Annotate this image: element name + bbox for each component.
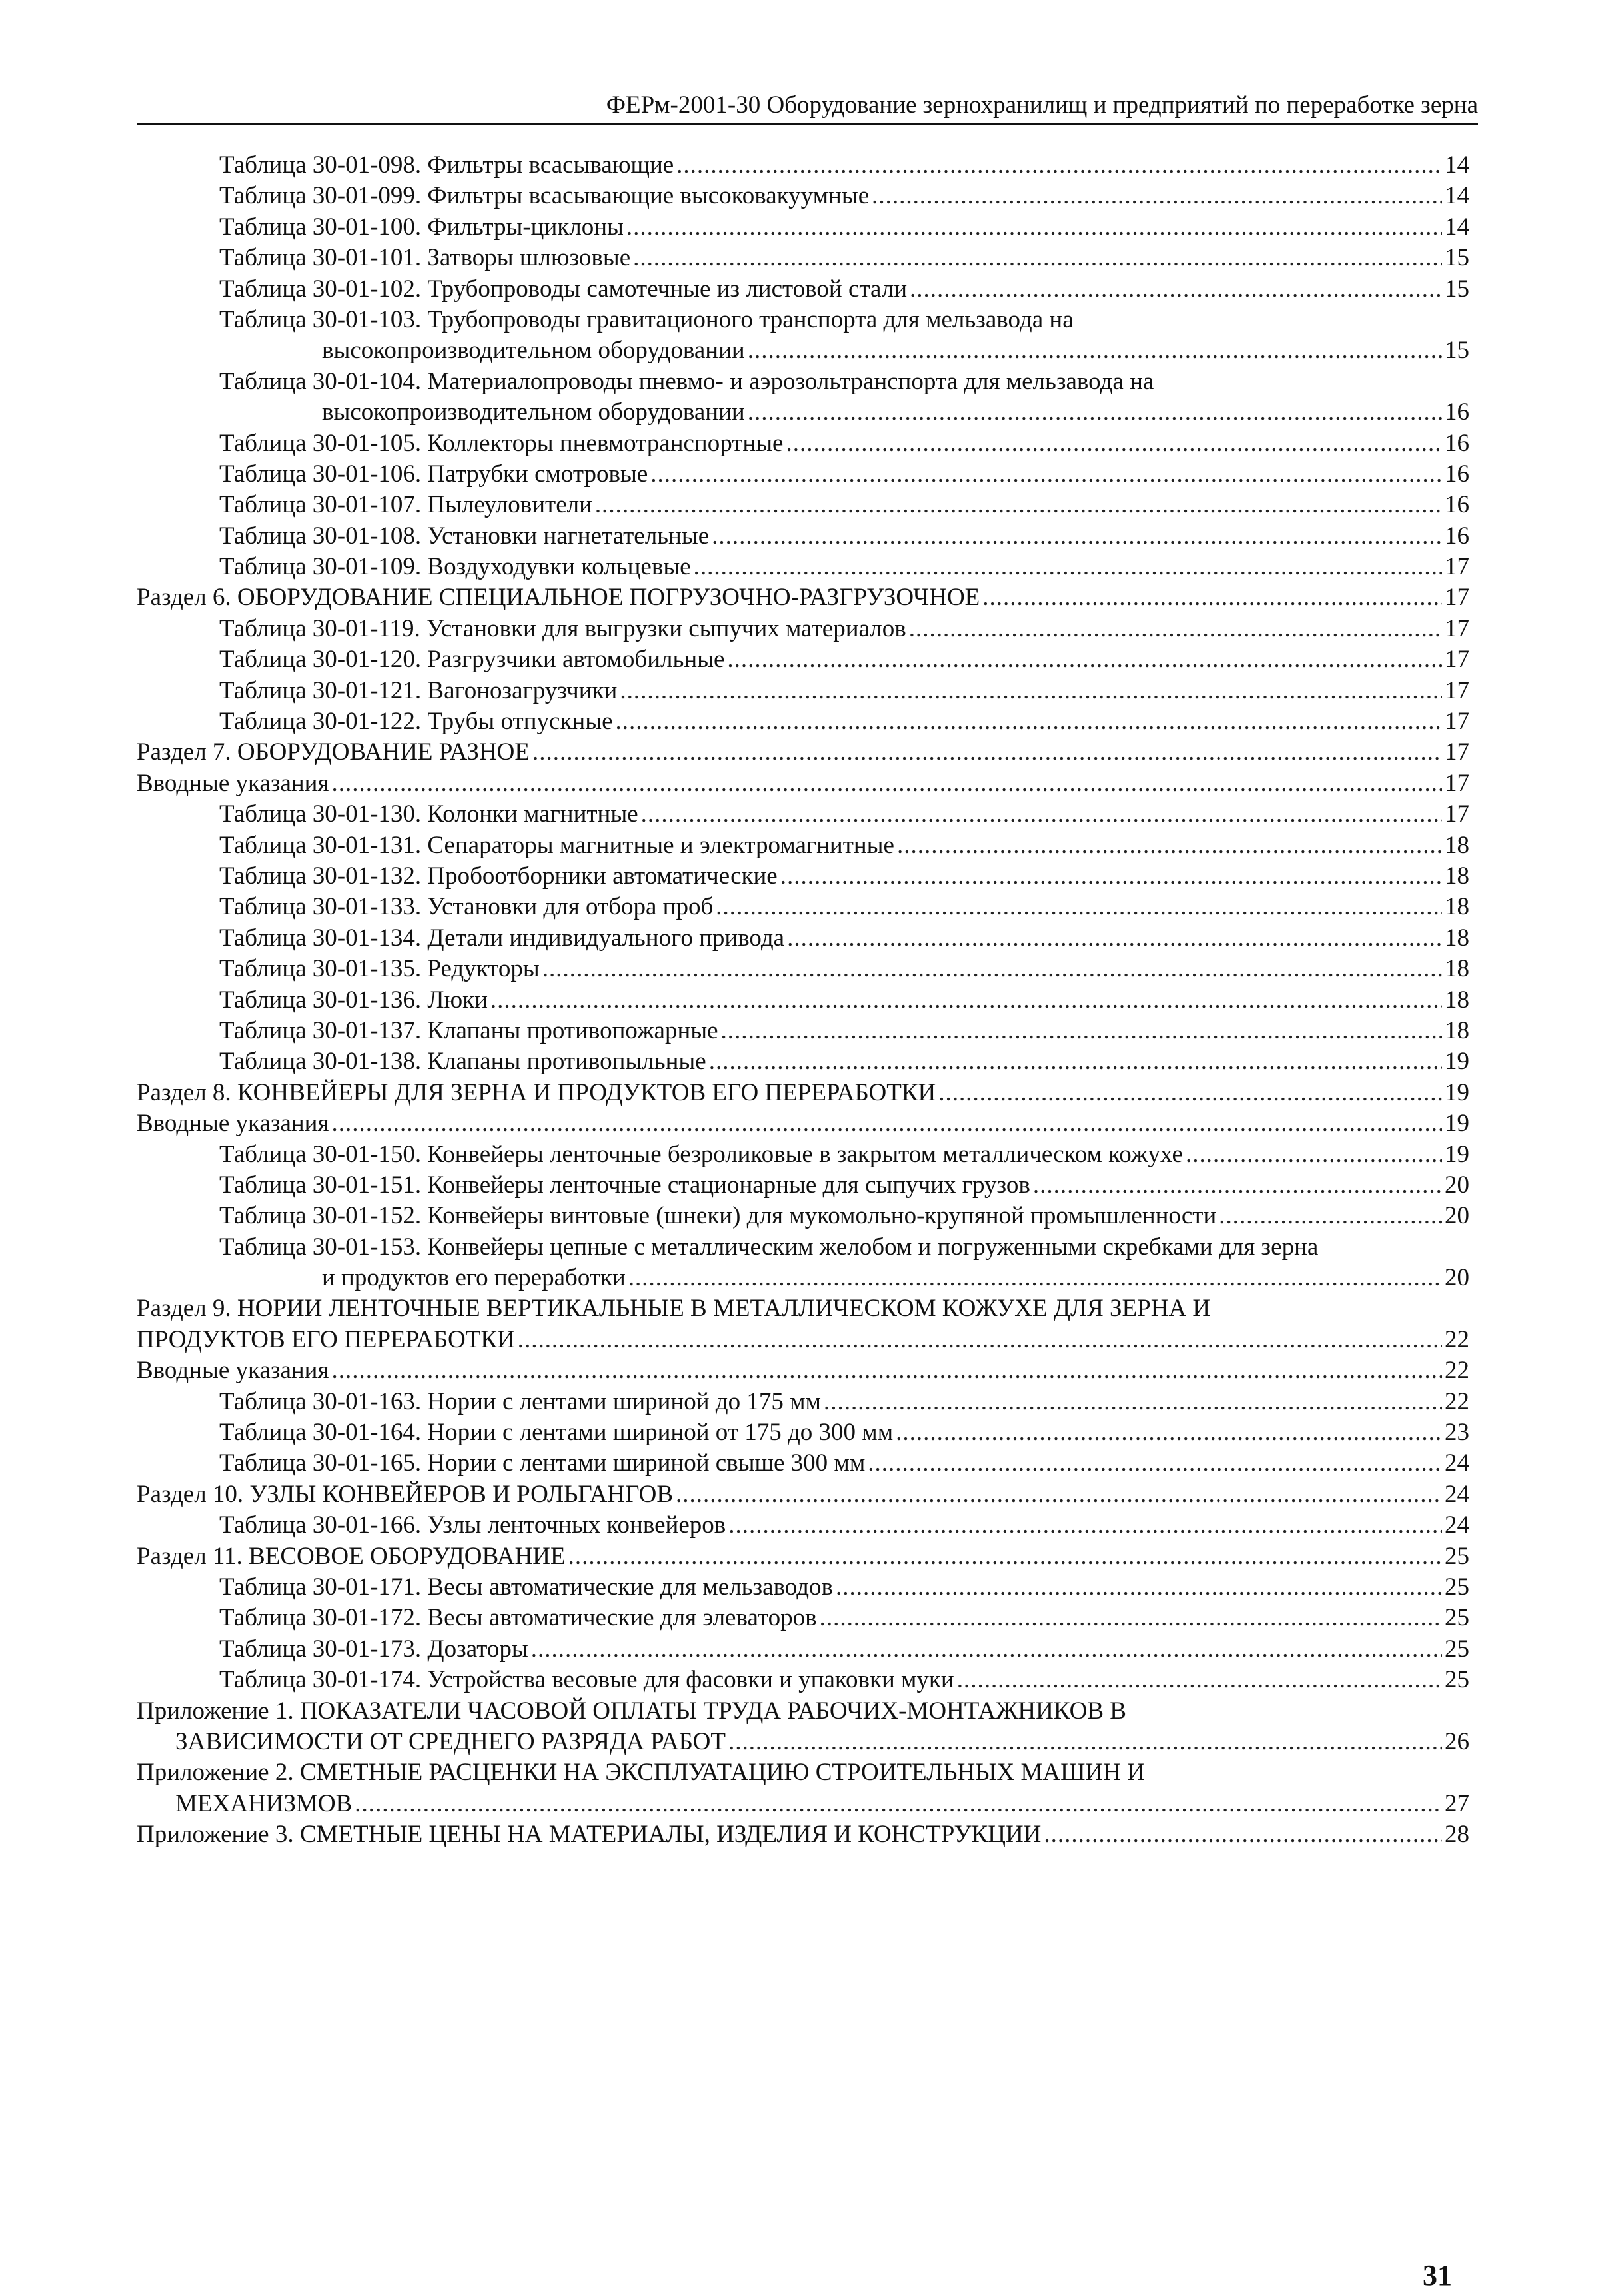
toc-entry-title: ПРОДУКТОВ ЕГО ПЕРЕРАБОТКИ bbox=[137, 1325, 515, 1353]
toc-entry[interactable] bbox=[137, 923, 1469, 954]
toc-entry-page: 17 bbox=[1445, 646, 1469, 674]
toc-entry-title: Раздел 10. УЗЛЫ КОНВЕЙЕРОВ И РОЛЬГАНГОВ bbox=[137, 1480, 674, 1508]
toc-entry[interactable] bbox=[137, 1016, 1469, 1046]
dot-leader bbox=[531, 1634, 1442, 1665]
dot-leader bbox=[957, 1665, 1442, 1695]
dot-leader bbox=[568, 1541, 1442, 1572]
toc-entry[interactable] bbox=[137, 1665, 1469, 1695]
dot-leader bbox=[748, 335, 1442, 366]
toc-entry[interactable] bbox=[137, 181, 1469, 211]
toc-entry[interactable] bbox=[137, 274, 1469, 305]
toc-entry[interactable] bbox=[137, 212, 1469, 243]
toc-entry-page: 14 bbox=[1445, 151, 1469, 179]
toc-entry-title: Вводные указания bbox=[137, 1110, 329, 1138]
dot-leader bbox=[872, 181, 1442, 211]
dot-leader bbox=[938, 1078, 1442, 1108]
toc-entry[interactable] bbox=[137, 1541, 1469, 1572]
toc-entry-page: 17 bbox=[1445, 738, 1469, 766]
toc-entry-page: 18 bbox=[1445, 1016, 1469, 1044]
toc-entry[interactable] bbox=[137, 367, 1469, 397]
dot-leader bbox=[331, 1108, 1442, 1139]
toc-entry-title: Таблица 30-01-165. Нории с лентами шириной свыше 300 мм bbox=[219, 1449, 866, 1477]
toc-entry-title: Таблица 30-01-105. Коллекторы пневмотранспортные bbox=[219, 429, 784, 457]
toc-entry-page: 19 bbox=[1445, 1140, 1469, 1168]
toc-entry[interactable] bbox=[137, 1387, 1469, 1417]
toc-entry-title: Таблица 30-01-102. Трубопроводы самотечные из листовой стали bbox=[219, 275, 908, 303]
toc-entry[interactable] bbox=[137, 861, 1469, 892]
toc-entry[interactable] bbox=[137, 305, 1469, 335]
toc-entry[interactable] bbox=[137, 1170, 1469, 1201]
dot-leader bbox=[1033, 1170, 1442, 1201]
toc-entry-page: 26 bbox=[1445, 1727, 1469, 1755]
dot-leader bbox=[1219, 1201, 1442, 1231]
toc-entry-page: 25 bbox=[1445, 1666, 1469, 1694]
table-of-contents bbox=[137, 150, 1469, 1850]
toc-entry-title: Приложение 3. СМЕТНЫЕ ЦЕНЫ НА МАТЕРИАЛЫ, ИЗДЕЛИЯ И КОНСТРУКЦИИ bbox=[137, 1821, 1042, 1849]
toc-entry[interactable] bbox=[137, 1789, 1469, 1819]
toc-entry[interactable] bbox=[137, 737, 1469, 768]
dot-leader bbox=[628, 1263, 1442, 1293]
toc-entry-title: Таблица 30-01-103. Трубопроводы гравитационого транспорта для мельзавода на bbox=[219, 305, 1074, 333]
toc-entry-page: 15 bbox=[1445, 244, 1469, 272]
toc-entry[interactable] bbox=[137, 768, 1469, 799]
toc-entry[interactable] bbox=[137, 1232, 1469, 1263]
toc-entry-title: Приложение 1. ПОКАЗАТЕЛИ ЧАСОВОЙ ОПЛАТЫ ТРУДА РАБОЧИХ-МОНТАЖНИКОВ В bbox=[137, 1697, 1126, 1725]
toc-entry-title: Раздел 8. КОНВЕЙЕРЫ ДЛЯ ЗЕРНА И ПРОДУКТОВ ЕГО ПЕРЕРАБОТКИ bbox=[137, 1078, 936, 1106]
toc-entry[interactable] bbox=[137, 1819, 1469, 1850]
dot-leader bbox=[721, 1016, 1442, 1046]
toc-entry[interactable] bbox=[137, 954, 1469, 984]
toc-entry[interactable] bbox=[137, 1325, 1469, 1355]
dot-leader bbox=[836, 1572, 1442, 1603]
dot-leader bbox=[727, 644, 1442, 675]
toc-entry[interactable] bbox=[137, 1727, 1469, 1757]
toc-entry-page: 18 bbox=[1445, 893, 1469, 921]
dot-leader bbox=[650, 459, 1442, 490]
toc-entry-title: Таблица 30-01-122. Трубы отпускные bbox=[219, 708, 613, 736]
dot-leader bbox=[716, 892, 1442, 922]
toc-entry-title: Таблица 30-01-098. Фильтры всасывающие bbox=[219, 151, 674, 179]
page-header bbox=[137, 88, 1478, 125]
dot-leader bbox=[712, 521, 1442, 552]
toc-entry-title: Таблица 30-01-164. Нории с лентами шириной от 175 до 300 мм bbox=[219, 1419, 894, 1447]
toc-entry[interactable] bbox=[137, 1078, 1469, 1108]
toc-entry-page: 24 bbox=[1445, 1449, 1469, 1477]
toc-entry-page: 22 bbox=[1445, 1357, 1469, 1385]
toc-entry-title: Таблица 30-01-104. Материалопроводы пневмо- и аэрозольтранспорта для мельзавода на bbox=[219, 367, 1154, 395]
toc-entry-title: Таблица 30-01-171. Весы автоматические для мельзаводов bbox=[219, 1573, 834, 1601]
toc-entry[interactable] bbox=[137, 614, 1469, 644]
dot-leader bbox=[780, 861, 1442, 892]
toc-entry-title: Таблица 30-01-135. Редукторы bbox=[219, 955, 540, 983]
toc-entry[interactable] bbox=[137, 892, 1469, 922]
toc-entry[interactable] bbox=[137, 1355, 1469, 1386]
toc-entry-title: Таблица 30-01-101. Затворы шлюзовые bbox=[219, 244, 631, 272]
toc-entry-page: 17 bbox=[1445, 614, 1469, 642]
toc-entry-page: 25 bbox=[1445, 1542, 1469, 1570]
toc-entry-title: ЗАВИСИМОСТИ ОТ СРЕДНЕГО РАЗРЯДА РАБОТ bbox=[175, 1727, 726, 1755]
toc-entry[interactable] bbox=[137, 1046, 1469, 1077]
toc-entry-title: Приложение 2. СМЕТНЫЕ РАСЦЕНКИ НА ЭКСПЛУАТАЦИЮ СТРОИТЕЛЬНЫХ МАШИН И bbox=[137, 1759, 1145, 1787]
toc-entry-title: Таблица 30-01-099. Фильтры всасывающие высоковакуумные bbox=[219, 182, 870, 210]
toc-entry-title: Раздел 7. ОБОРУДОВАНИЕ РАЗНОЕ bbox=[137, 738, 530, 766]
toc-entry[interactable] bbox=[137, 1417, 1469, 1448]
toc-entry-page: 15 bbox=[1445, 337, 1469, 365]
toc-entry-page: 25 bbox=[1445, 1604, 1469, 1632]
toc-entry-title: Таблица 30-01-152. Конвейеры винтовые (шнеки) для мукомольно-крупяной промышленности bbox=[219, 1202, 1217, 1230]
toc-entry-title: Таблица 30-01-120. Разгрузчики автомобильные bbox=[219, 646, 725, 674]
dot-leader bbox=[897, 830, 1442, 861]
dot-leader bbox=[896, 1417, 1442, 1448]
toc-entry-page: 18 bbox=[1445, 955, 1469, 983]
dot-leader bbox=[633, 243, 1442, 273]
dot-leader bbox=[676, 150, 1442, 181]
dot-leader bbox=[868, 1448, 1442, 1479]
toc-entry-title: Таблица 30-01-134. Детали индивидуального привода bbox=[219, 924, 785, 952]
toc-entry-title: Таблица 30-01-109. Воздуходувки кольцевые bbox=[219, 553, 691, 581]
dot-leader bbox=[595, 490, 1442, 520]
toc-entry[interactable] bbox=[137, 1263, 1469, 1293]
dot-leader bbox=[616, 706, 1442, 737]
dot-leader bbox=[910, 274, 1442, 305]
toc-entry[interactable] bbox=[137, 335, 1469, 366]
toc-entry-title: Раздел 11. ВЕСОВОЕ ОБОРУДОВАНИЕ bbox=[137, 1542, 566, 1570]
dot-leader bbox=[728, 1510, 1442, 1541]
toc-entry[interactable] bbox=[137, 1696, 1469, 1727]
toc-entry[interactable] bbox=[137, 1140, 1469, 1170]
toc-entry[interactable] bbox=[137, 799, 1469, 830]
toc-entry-page: 15 bbox=[1445, 275, 1469, 303]
toc-entry-title: высокопроизводительном оборудовании bbox=[322, 337, 745, 365]
toc-entry-title: Таблица 30-01-172. Весы автоматические для элеваторов bbox=[219, 1604, 817, 1632]
toc-entry[interactable] bbox=[137, 428, 1469, 459]
toc-entry-page: 18 bbox=[1445, 924, 1469, 952]
toc-entry-title: Таблица 30-01-131. Сепараторы магнитные и электромагнитные bbox=[219, 831, 894, 859]
toc-entry-title: Таблица 30-01-108. Установки нагнетательные bbox=[219, 522, 710, 550]
toc-entry[interactable] bbox=[137, 1572, 1469, 1603]
toc-entry[interactable] bbox=[137, 1108, 1469, 1139]
toc-entry-page: 24 bbox=[1445, 1480, 1469, 1508]
dot-leader bbox=[676, 1479, 1442, 1510]
toc-entry[interactable] bbox=[137, 1293, 1469, 1324]
toc-entry-title: Таблица 30-01-133. Установки для отбора проб bbox=[219, 893, 714, 921]
toc-entry-title: Таблица 30-01-173. Дозаторы bbox=[219, 1635, 528, 1663]
dot-leader bbox=[355, 1789, 1442, 1819]
toc-entry[interactable] bbox=[137, 1603, 1469, 1633]
toc-entry[interactable] bbox=[137, 582, 1469, 613]
toc-entry-title: Таблица 30-01-174. Устройства весовые для фасовки и упаковки муки bbox=[219, 1666, 954, 1694]
toc-entry-title: Таблица 30-01-121. Вагонозагрузчики bbox=[219, 676, 618, 704]
toc-entry-page: 25 bbox=[1445, 1635, 1469, 1663]
toc-entry-page: 20 bbox=[1445, 1264, 1469, 1292]
toc-entry[interactable] bbox=[137, 150, 1469, 181]
toc-entry-page: 17 bbox=[1445, 676, 1469, 704]
toc-entry-page: 14 bbox=[1445, 213, 1469, 241]
dot-leader bbox=[787, 923, 1442, 954]
toc-entry-page: 24 bbox=[1445, 1511, 1469, 1539]
toc-entry[interactable] bbox=[137, 706, 1469, 737]
toc-entry-title: Раздел 6. ОБОРУДОВАНИЕ СПЕЦИАЛЬНОЕ ПОГРУЗОЧНО-РАЗГРУЗОЧНОЕ bbox=[137, 584, 980, 612]
toc-entry-title: МЕХАНИЗМОВ bbox=[175, 1789, 353, 1817]
toc-entry-title: Таблица 30-01-138. Клапаны противопыльные bbox=[219, 1048, 706, 1076]
toc-entry[interactable] bbox=[137, 243, 1469, 273]
toc-entry-page: 17 bbox=[1445, 708, 1469, 736]
toc-entry-title: и продуктов его переработки bbox=[322, 1264, 626, 1292]
dot-leader bbox=[1186, 1140, 1442, 1170]
toc-entry-page: 19 bbox=[1445, 1110, 1469, 1138]
toc-entry[interactable] bbox=[137, 552, 1469, 582]
toc-entry[interactable] bbox=[137, 1510, 1469, 1541]
toc-entry-page: 16 bbox=[1445, 522, 1469, 550]
toc-entry[interactable] bbox=[137, 490, 1469, 520]
toc-entry-page: 22 bbox=[1445, 1387, 1469, 1415]
toc-entry[interactable] bbox=[137, 676, 1469, 706]
toc-entry-title: Таблица 30-01-132. Пробоотборники автоматические bbox=[219, 862, 778, 890]
dot-leader bbox=[1044, 1819, 1442, 1850]
toc-entry-page: 20 bbox=[1445, 1202, 1469, 1230]
toc-entry-title: Таблица 30-01-100. Фильтры-циклоны bbox=[219, 213, 624, 241]
toc-entry-title: Таблица 30-01-150. Конвейеры ленточные безроликовые в закрытом металлическом кожухе bbox=[219, 1140, 1183, 1168]
toc-entry-title: Таблица 30-01-151. Конвейеры ленточные стационарные для сыпучих грузов bbox=[219, 1171, 1030, 1199]
dot-leader bbox=[490, 985, 1442, 1016]
toc-entry[interactable] bbox=[137, 1634, 1469, 1665]
toc-entry-title: высокопроизводительном оборудовании bbox=[322, 398, 745, 426]
toc-entry-title: Таблица 30-01-130. Колонки магнитные bbox=[219, 800, 638, 828]
toc-entry-page: 18 bbox=[1445, 986, 1469, 1014]
dot-leader bbox=[820, 1603, 1442, 1633]
toc-entry-title: Таблица 30-01-136. Люки bbox=[219, 986, 488, 1014]
toc-entry[interactable] bbox=[137, 521, 1469, 552]
toc-entry[interactable] bbox=[137, 830, 1469, 861]
dot-leader bbox=[694, 552, 1442, 582]
toc-entry-title: Таблица 30-01-119. Установки для выгрузки сыпучих материалов bbox=[219, 614, 906, 642]
dot-leader bbox=[542, 954, 1442, 984]
toc-entry[interactable] bbox=[137, 1448, 1469, 1479]
toc-entry-page: 20 bbox=[1445, 1171, 1469, 1199]
toc-entry-title: Вводные указания bbox=[137, 1357, 329, 1385]
dot-leader bbox=[518, 1325, 1442, 1355]
toc-entry[interactable] bbox=[137, 459, 1469, 490]
toc-entry-page: 14 bbox=[1445, 182, 1469, 210]
toc-entry-page: 16 bbox=[1445, 460, 1469, 488]
toc-entry-page: 16 bbox=[1445, 491, 1469, 519]
toc-entry-page: 25 bbox=[1445, 1573, 1469, 1601]
dot-leader bbox=[641, 799, 1442, 830]
toc-entry[interactable] bbox=[137, 1201, 1469, 1231]
toc-entry-title: Таблица 30-01-166. Узлы ленточных конвейеров bbox=[219, 1511, 726, 1539]
toc-entry-page: 22 bbox=[1445, 1325, 1469, 1353]
dot-leader bbox=[982, 582, 1442, 613]
dot-leader bbox=[824, 1387, 1442, 1417]
toc-entry-page: 23 bbox=[1445, 1419, 1469, 1447]
toc-entry-page: 16 bbox=[1445, 429, 1469, 457]
toc-entry-page: 27 bbox=[1445, 1789, 1469, 1817]
toc-entry-title: Таблица 30-01-137. Клапаны противопожарные bbox=[219, 1016, 718, 1044]
dot-leader bbox=[626, 212, 1442, 243]
dot-leader bbox=[748, 397, 1442, 428]
toc-entry[interactable] bbox=[137, 985, 1469, 1016]
toc-entry-page: 17 bbox=[1445, 553, 1469, 581]
toc-entry-page: 17 bbox=[1445, 769, 1469, 797]
toc-entry-title: Таблица 30-01-107. Пылеуловители bbox=[219, 491, 592, 519]
dot-leader bbox=[331, 1355, 1442, 1386]
toc-entry-page: 16 bbox=[1445, 398, 1469, 426]
dot-leader bbox=[909, 614, 1442, 644]
toc-entry-page: 19 bbox=[1445, 1078, 1469, 1106]
dot-leader bbox=[786, 428, 1442, 459]
toc-entry-title: Таблица 30-01-163. Нории с лентами шириной до 175 мм bbox=[219, 1387, 821, 1415]
dot-leader bbox=[728, 1727, 1442, 1757]
toc-entry-title: Вводные указания bbox=[137, 769, 329, 797]
dot-leader bbox=[620, 676, 1442, 706]
toc-entry-title: Таблица 30-01-153. Конвейеры цепные с металлическим желобом и погруженными скребками для зерна bbox=[219, 1233, 1319, 1261]
dot-leader bbox=[709, 1046, 1442, 1077]
toc-entry-page: 17 bbox=[1445, 584, 1469, 612]
toc-entry-page: 18 bbox=[1445, 831, 1469, 859]
document-title: ФЕРм-2001-30 Оборудование зернохранилищ и предприятий по переработке зерна bbox=[606, 91, 1478, 119]
toc-entry-title: Раздел 9. НОРИИ ЛЕНТОЧНЫЕ ВЕРТИКАЛЬНЫЕ В МЕТАЛЛИЧЕСКОМ КОЖУХЕ ДЛЯ ЗЕРНА И bbox=[137, 1295, 1211, 1323]
dot-leader bbox=[331, 768, 1442, 799]
toc-entry[interactable] bbox=[137, 1479, 1469, 1510]
toc-entry-title: Таблица 30-01-106. Патрубки смотровые bbox=[219, 460, 648, 488]
toc-entry-page: 18 bbox=[1445, 862, 1469, 890]
toc-entry-page: 28 bbox=[1445, 1821, 1469, 1849]
toc-entry[interactable] bbox=[137, 1757, 1469, 1788]
page-number: 31 bbox=[1423, 2259, 1452, 2292]
dot-leader bbox=[532, 737, 1442, 768]
toc-entry[interactable] bbox=[137, 397, 1469, 428]
toc-entry-page: 17 bbox=[1445, 800, 1469, 828]
toc-entry[interactable] bbox=[137, 644, 1469, 675]
toc-entry-page: 19 bbox=[1445, 1048, 1469, 1076]
